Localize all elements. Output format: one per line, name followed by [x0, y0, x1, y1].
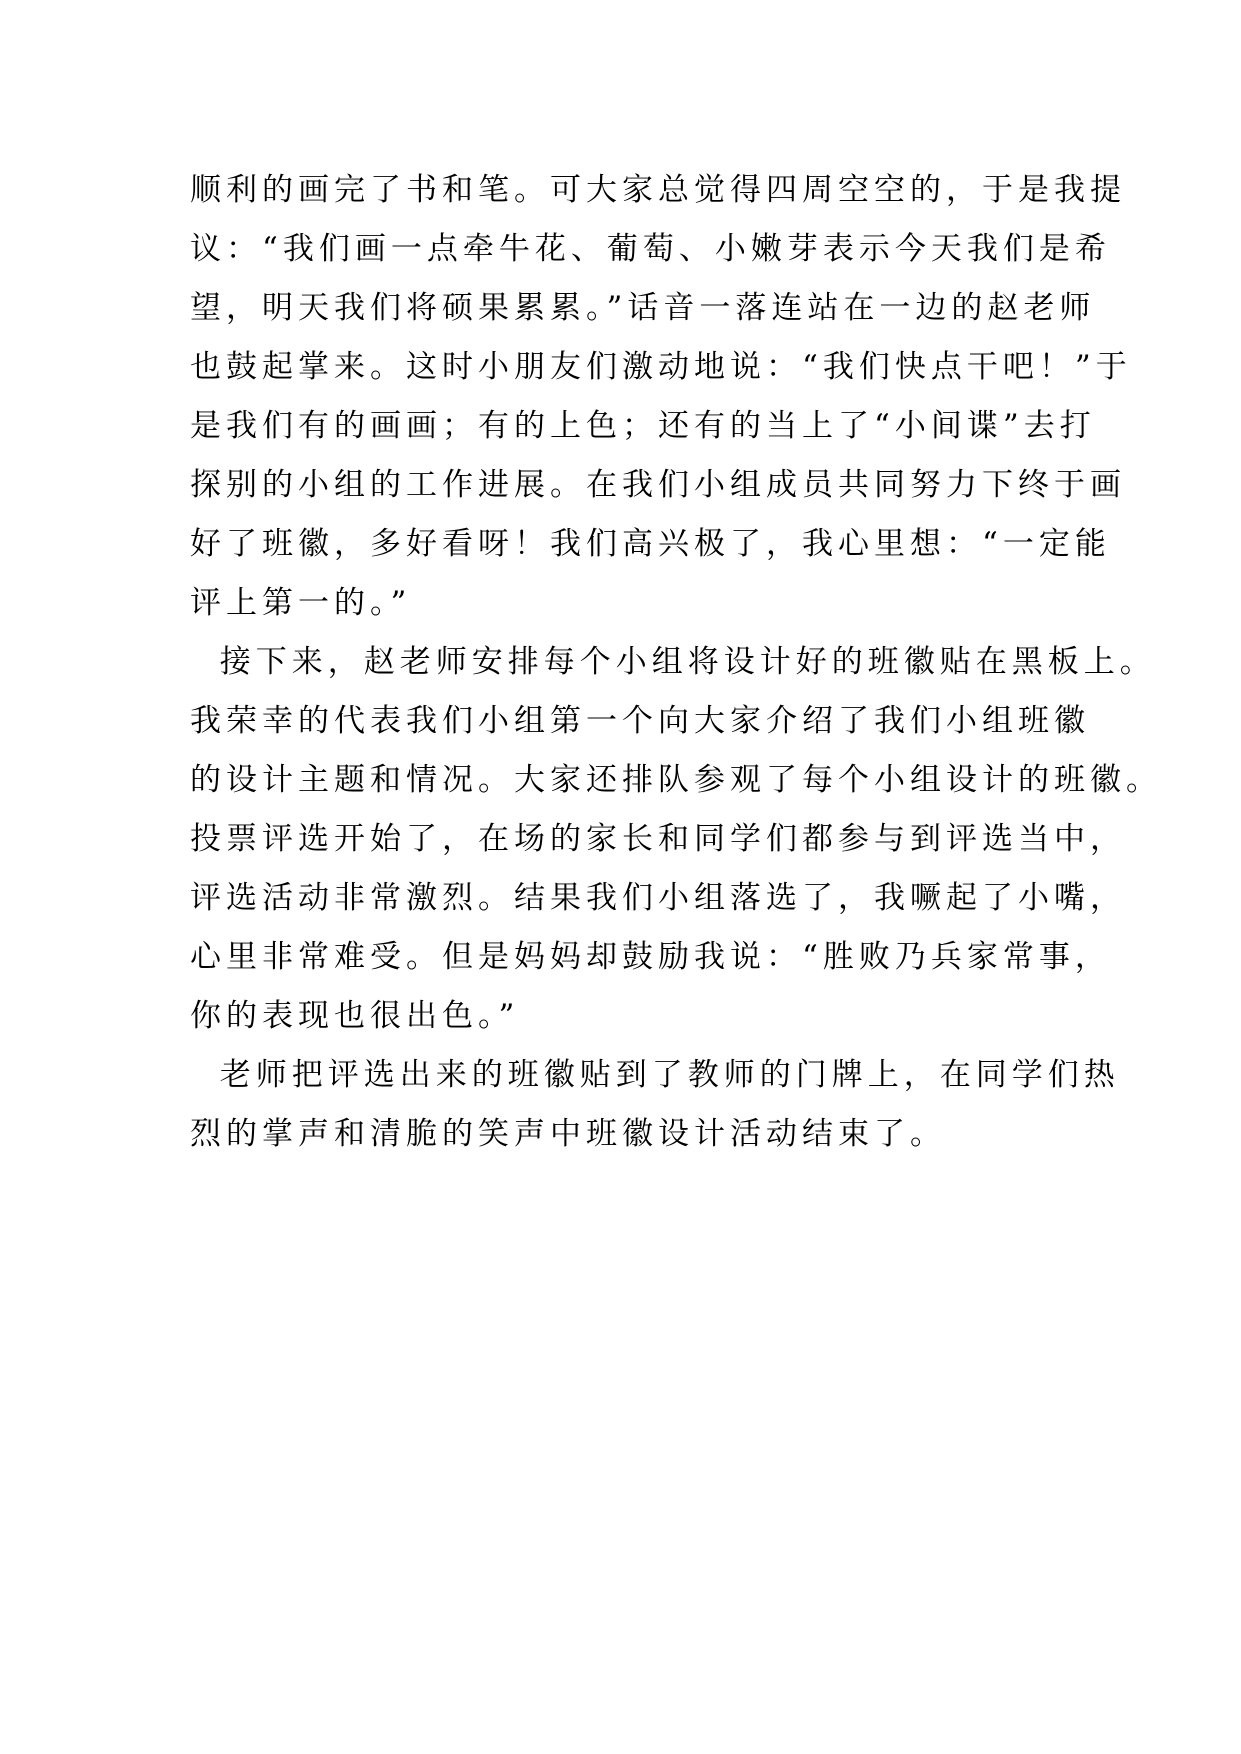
text-line: 议：“我们画一点牵牛花、葡萄、小嫩芽表示今天我们是希 [190, 231, 1111, 267]
text-line: 评选活动非常激烈。结果我们小组落选了，我噘起了小嘴， [190, 880, 1126, 916]
text-line: 接下来，赵老师安排每个小组将设计好的班徽贴在黑板上。 [190, 644, 1156, 680]
text-line: 烈的掌声和清脆的笑声中班徽设计活动结束了。 [190, 1116, 946, 1152]
text-line: 好了班徽，多好看呀！我们高兴极了，我心里想：“一定能 [190, 526, 1111, 562]
text-line: 探别的小组的工作进展。在我们小组成员共同努力下终于画 [190, 467, 1126, 503]
text-line: 评上第一的。” [190, 585, 412, 621]
text-line: 的设计主题和情况。大家还排队参观了每个小组设计的班徽。 [190, 762, 1162, 798]
text-line: 是我们有的画画；有的上色；还有的当上了“小间谍”去打 [190, 408, 1096, 444]
text-line: 心里非常难受。但是妈妈却鼓励我说：“胜败乃兵家常事， [190, 939, 1111, 975]
text-line: 我荣幸的代表我们小组第一个向大家介绍了我们小组班徽 [190, 703, 1090, 739]
text-line: 你的表现也很出色。” [190, 998, 520, 1034]
text-line: 望，明天我们将硕果累累。”话音一落连站在一边的赵老师 [190, 290, 1096, 326]
text-line: 也鼓起掌来。这时小朋友们激动地说：“我们快点干吧！”于 [190, 349, 1132, 385]
text-line: 老师把评选出来的班徽贴到了教师的门牌上，在同学们热 [190, 1057, 1120, 1093]
text-line: 投票评选开始了，在场的家长和同学们都参与到评选当中， [190, 821, 1126, 857]
text-line: 顺利的画完了书和笔。可大家总觉得四周空空的，于是我提 [190, 172, 1126, 208]
document-body [190, 161, 1162, 1164]
